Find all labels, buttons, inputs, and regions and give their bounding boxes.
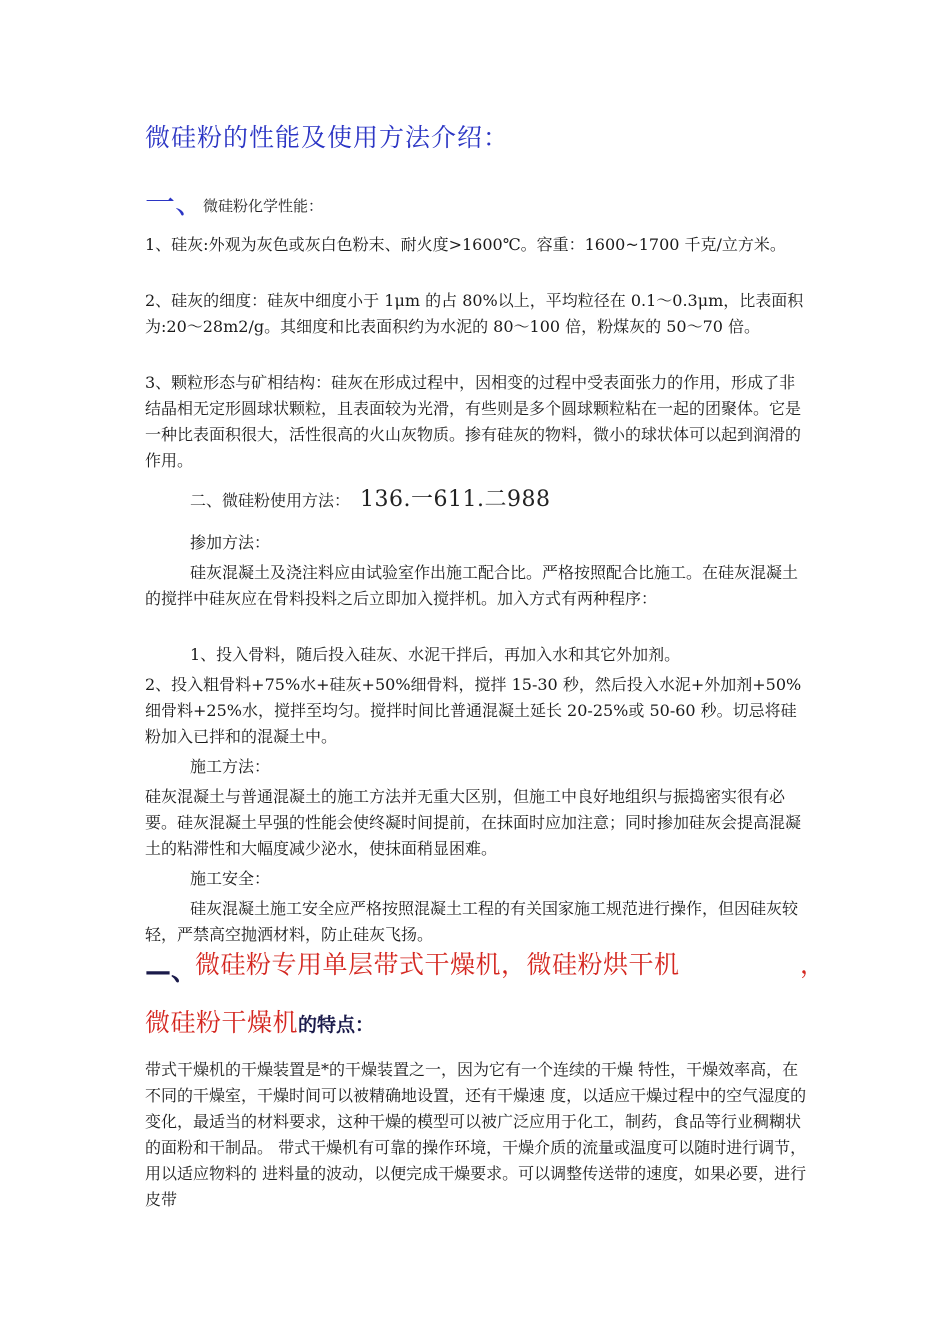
mixing-heading: 掺加方法： bbox=[190, 533, 271, 552]
section-3-title-tail: 的特点： bbox=[298, 1014, 375, 1036]
construction-body: 硅灰混凝土与普通混凝土的施工方法并无重大区别，但施工中良好地组织与振捣密实很有必要。硅灰混凝土早强的性能会使终凝时间提前，在抹面时应加注意；同时掺加硅灰会提高混凝土的粘滞性和大幅度减少泌水，使抹面稍显困难。 bbox=[145, 787, 802, 858]
chem-paragraph-3: 3、颗粒形态与矿相结构：硅灰在形成过程中，因相变的过程中受表面张力的作用，形成了非结晶相无定形圆球状颗粒，且表面较为光滑，有些则是多个圆球颗粒粘在一起的团聚体。它是一种比表面积很大，活性很高的火山灰物质。掺有硅灰的物料，微小的球状体可以起到润滑的作用。 bbox=[145, 373, 802, 470]
section-3-title-line2: 微硅粉干燥机 bbox=[145, 1008, 299, 1037]
construction-heading: 施工方法： bbox=[190, 757, 271, 776]
section-3-number: —、 bbox=[145, 957, 198, 987]
chem-paragraph-2: 2、硅灰的细度：硅灰中细度小于 1μm 的占 80%以上，平均粒径在 0.1～0.3μm，比表面积为:20～28m2/g。其细度和比表面积约为水泥的 80～100 倍，粉煤灰的 50～70 倍。 bbox=[145, 291, 804, 336]
page-title: 微硅粉的性能及使用方法介绍： bbox=[145, 123, 510, 152]
section-2-label: 二、微硅粉使用方法： bbox=[190, 491, 351, 510]
chem-paragraph-1: 1、硅灰:外观为灰色或灰白色粉末、耐火度>1600℃。容重：1600~1700 千克/立方米。 bbox=[145, 235, 786, 254]
section-3-subtitle bbox=[145, 1003, 374, 1039]
section-1-number: 一、 bbox=[145, 186, 205, 221]
section-1-heading bbox=[145, 178, 645, 221]
section-3-title: 微硅粉专用单层带式干燥机，微硅粉烘干机 bbox=[195, 950, 680, 979]
mixing-step-1: 1、投入骨料，随后投入硅灰、水泥干拌后，再加入水和其它外加剂。 bbox=[190, 645, 681, 664]
safety-heading: 施工安全： bbox=[190, 869, 271, 888]
section-3-heading bbox=[145, 945, 825, 985]
phone-number: 136.一611.二988 bbox=[360, 487, 551, 512]
section-3-comma: ， bbox=[799, 950, 825, 979]
section-1-label: 微硅粉化学性能： bbox=[203, 197, 324, 215]
dryer-body: 带式干燥机的干燥装置是*的干燥装置之一，因为它有一个连续的干燥 特性，干燥效率高，在不同的干燥室，干燥时间可以被精确地设置，还有干燥速 度，以适应干燥过程中的空气湿度的变化，最适当的材料要求，这种干燥的模型可以被广泛应用于化工，制药，食品等行业稠糊状的面粉和干制品。 带式干燥机有可靠的操作环境，干燥介质的流量或温度可以随时进行调节，用以适应物料的 进料量的波动，以便完成干燥要求。可以调整传送带的速度，如果必要，进行皮带 bbox=[145, 1060, 807, 1209]
safety-body: 硅灰混凝土施工安全应严格按照混凝土工程的有关国家施工规范进行操作，但因硅灰较轻，严禁高空抛洒材料，防止硅灰飞扬。 bbox=[145, 899, 799, 944]
mixing-step-2: 2、投入粗骨料+75%水+硅灰+50%细骨料，搅拌 15-30 秒，然后投入水泥+外加剂+50%细骨料+25%水，搅拌至均匀。搅拌时间比普通混凝土延长 20-25%或 50-60 秒。切忌将硅粉加入已拌和的混凝土中。 bbox=[145, 675, 802, 746]
section-2-heading bbox=[190, 482, 550, 513]
mixing-intro: 硅灰混凝土及浇注料应由试验室作出施工配合比。严格按照配合比施工。在硅灰混凝土的搅拌中硅灰应在骨料投料之后立即加入搅拌机。加入方式有两种程序： bbox=[145, 563, 799, 608]
